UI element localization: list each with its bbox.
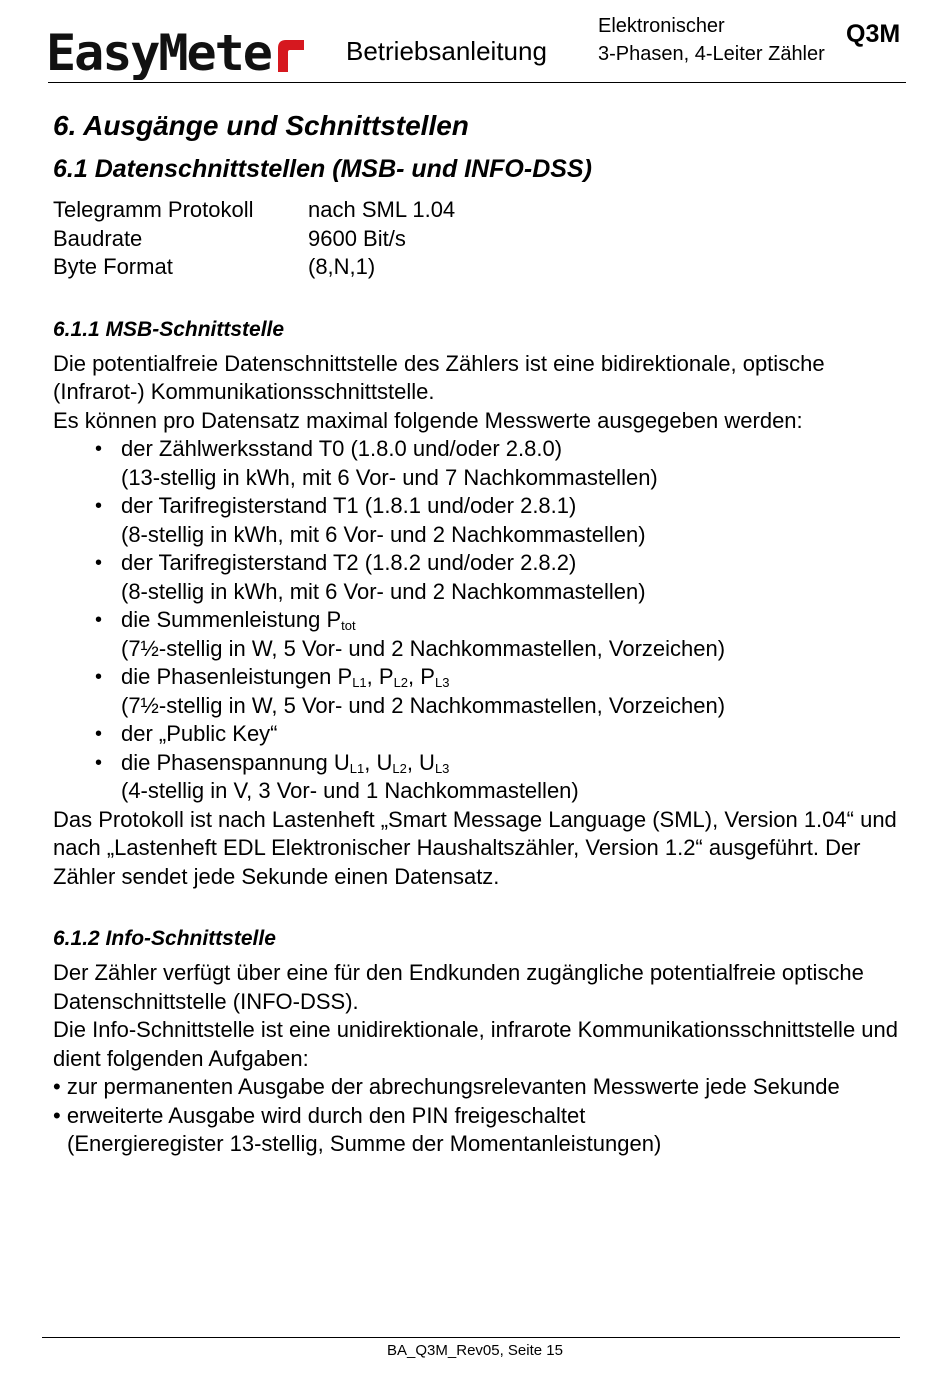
info-paragraph: Der Zähler verfügt über eine für den Endkunden zugängliche potentialfreie optische Datenschnittstelle (INFO-DSS). (53, 960, 864, 1014)
spec-value: 9600 Bit/s (308, 225, 406, 251)
msb-paragraph: Es können pro Datensatz maximal folgende Messwerte ausgegeben werden: (53, 407, 803, 433)
subscript: L2 (392, 760, 407, 776)
spec-value: (8,N,1) (308, 254, 376, 279)
list-item-detail: (7½-stellig in W, 5 Vor- und 2 Nachkommastellen, Vorzeichen) (121, 635, 726, 661)
list-item-detail: (4-stellig in V, 3 Vor- und 1 Nachkommastellen) (121, 778, 579, 803)
list-item-detail: (8-stellig in kWh, mit 6 Vor- und 2 Nachkommastellen) (121, 521, 646, 547)
symbol: U (376, 749, 393, 775)
list-item-detail: (7½-stellig in W, 5 Vor- und 2 Nachkommastellen, Vorzeichen) (121, 692, 726, 718)
subscript: L1 (349, 760, 365, 776)
header-title: Betriebsanleitung (346, 36, 547, 66)
symbol: P (337, 664, 353, 689)
footer-divider (42, 1337, 900, 1338)
page-footer: BA_Q3M_Rev05, Seite 15 (387, 1342, 563, 1359)
list-item-line: • der Tarifregisterstand T1 (1.8.1 und/oder 2.8.1) (121, 493, 577, 518)
list-item-detail: (8-stellig in kWh, mit 6 Vor- und 2 Nachkommastellen) (121, 578, 646, 604)
subscript: L2 (393, 675, 409, 690)
symbol: U (419, 749, 435, 775)
list-item-line: • der Zählwerksstand T0 (1.8.0 und/oder 2.8.0) (121, 436, 563, 461)
header-divider (48, 82, 906, 83)
list-item-line (121, 606, 913, 635)
header-subtitle-line2: 3-Phasen, 4-Leiter Zähler (598, 43, 825, 65)
logo-text: EasyMete (46, 24, 271, 80)
symbol: P (420, 664, 435, 689)
list-item (95, 606, 913, 663)
info-paragraph: Die Info-Schnittstelle ist eine unidirektionale, infrarote Kommunikationsschnittstelle und dient folgenden Aufgaben: (53, 1017, 898, 1071)
logo-r-mark (278, 40, 304, 72)
subscript: L1 (352, 675, 367, 690)
section-title: 6. Ausgänge und Schnittstellen (53, 110, 469, 141)
info-list-item: • erweiterte Ausgabe wird durch den PIN freigeschaltet (53, 1102, 586, 1128)
list-item (95, 435, 913, 492)
header-subtitle-line1: Elektronischer (598, 15, 725, 37)
spec-key: Byte Format (53, 254, 173, 279)
info-title: 6.1.2 Info-Schnittstelle (53, 927, 276, 950)
spec-row (53, 253, 913, 282)
info-list-item: • zur permanenten Ausgabe der abrechungsrelevanten Messwerte jede Sekunde (53, 1074, 840, 1099)
list-item (95, 749, 913, 806)
list-item-detail: (13-stellig in kWh, mit 6 Vor- und 7 Nachkommastellen) (121, 464, 658, 490)
list-item-line: • die Phasenleistungen $P_{L1}$, $P_{L2}$, $P_{L3}$ (121, 664, 450, 690)
list-item (95, 663, 913, 720)
list-item-line: • der „Public Key“ (121, 721, 278, 746)
list-item-text: die Phasenleistungen (121, 664, 338, 689)
subsection-title: 6.1 Datenschnittstellen (MSB- und INFO-DSS) (53, 155, 592, 183)
msb-title: 6.1.1 MSB-Schnittstelle (53, 317, 285, 341)
list-item (95, 720, 913, 749)
spec-row (53, 196, 913, 225)
spec-key: Telegramm Protokoll (53, 197, 254, 222)
subscript: tot (341, 618, 356, 633)
list-item (95, 549, 913, 606)
spec-value: nach SML 1.04 (308, 197, 456, 222)
list-item-text: die Summenleistung P (121, 607, 342, 632)
header-model: Q3M (846, 20, 901, 48)
header-subtitle (598, 12, 825, 68)
list-item-text: die Phasenspannung (121, 749, 334, 775)
msb-paragraph: Das Protokoll ist nach Lastenheft „Smart Message Language (SML), Version 1.04“ und nach „Lastenheft EDL Elektronischer Haushaltszähler, Version 1.2“ ausgeführt. Der Zähler sendet jede Sekunde einen Datensatz. (53, 806, 897, 889)
measurement-list (53, 435, 913, 806)
spec-row (53, 225, 913, 254)
symbol: P (378, 664, 394, 689)
list-item-line: • der Tarifregisterstand T2 (1.8.2 und/oder 2.8.2) (121, 550, 577, 575)
list-item-line: • die Phasenspannung $U_{L1}$, $U_{L2}$, $U_{L3}$ (121, 749, 450, 776)
subscript: L3 (434, 760, 450, 776)
spec-key: Baudrate (53, 225, 143, 251)
msb-paragraph: Die potentialfreie Datenschnittstelle des Zählers ist eine bidirektionale, optische (Infrarot-) Kommunikationsschnittstelle. (53, 350, 825, 404)
info-list-item-detail: (Energieregister 13-stellig, Summe der Momentanleistungen) (67, 1131, 662, 1156)
subscript: L3 (434, 675, 450, 690)
symbol: U (333, 749, 350, 775)
spec-table (53, 196, 913, 282)
page-content (53, 106, 913, 1159)
easymeter-logo (46, 18, 308, 80)
list-item (95, 492, 913, 549)
